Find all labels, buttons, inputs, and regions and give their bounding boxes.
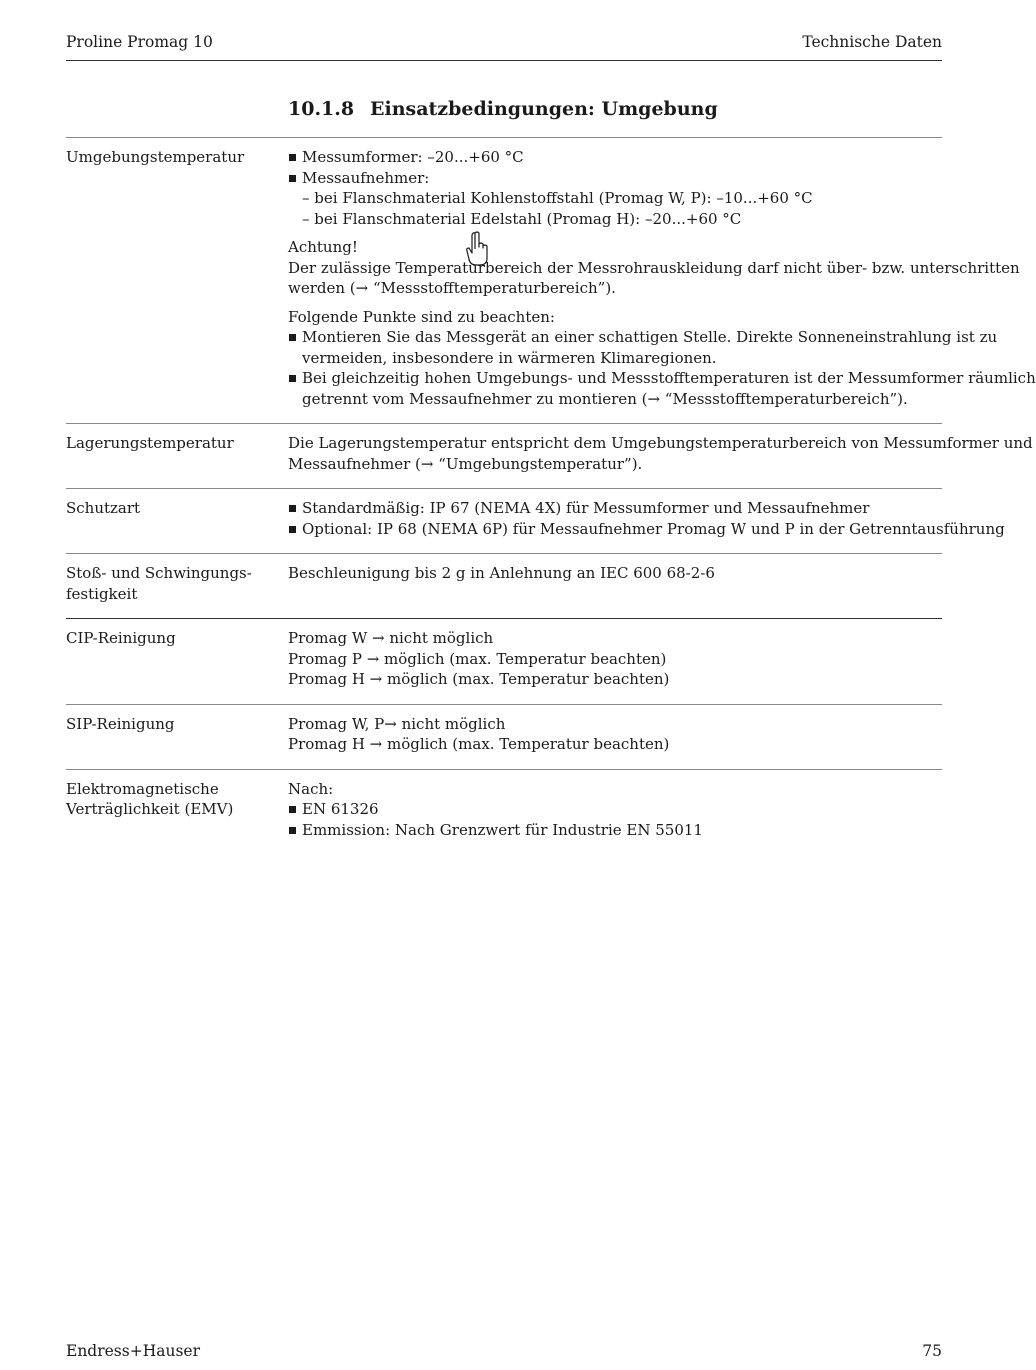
spec-row-protection-class bbox=[66, 488, 1005, 553]
spec-row-ambient-temperature bbox=[66, 137, 1036, 423]
points-intro: Folgende Punkte sind zu beachten: bbox=[288, 307, 555, 326]
list-item: Messaufnehmer: bbox=[288, 168, 942, 189]
row-content bbox=[288, 147, 1036, 409]
spec-table bbox=[66, 137, 1036, 854]
section-heading bbox=[288, 98, 718, 120]
row-content: Beschleunigung bis 2 g in Anlehnung an IEC 600 68-2-6 bbox=[288, 564, 715, 582]
list-item: Emmission: Nach Grenzwert für Industrie EN 55011 bbox=[288, 820, 942, 841]
list-item: Messumformer: –20...+60 °C bbox=[288, 147, 942, 168]
list-item: EN 61326 bbox=[288, 799, 942, 820]
row-content: Promag W, P→ nicht möglich Promag H → möglich (max. Temperatur beachten) bbox=[288, 714, 670, 753]
row-content: Nach: EN 61326 Emmission: Nach Grenzwert für Industrie EN 55011 bbox=[288, 779, 942, 841]
header-product-name: Proline Promag 10 bbox=[66, 33, 213, 51]
sub-list-item: – bei Flanschmaterial Edelstahl (Promag H): –20...+60 °C bbox=[302, 209, 742, 228]
note-text-line: werden (→ “Messstofftemperaturbereich”). bbox=[288, 279, 616, 297]
list-item: Standardmäßig: IP 67 (NEMA 4X) für Messumformer und Messaufnehmer bbox=[288, 498, 942, 519]
list-item: Bei gleichzeitig hohen Umgebungs- und Messstofftemperaturen ist der Messumformer räumlich getrennt vom Messaufnehmer zu montieren (→ “Messstofftemperaturbereich”). bbox=[288, 368, 942, 409]
sub-list-item: – bei Flanschmaterial Kohlenstoffstahl (Promag W, P): –10...+60 °C bbox=[302, 189, 813, 207]
spec-row-sip-cleaning bbox=[66, 704, 942, 769]
list-item: Optional: IP 68 (NEMA 6P) für Messaufnehmer Promag W und P in der Getrenntausführung bbox=[288, 519, 942, 540]
row-label: SIP-Reinigung bbox=[66, 714, 175, 733]
note-title: Achtung! bbox=[288, 238, 358, 256]
caution-note bbox=[288, 237, 1020, 299]
row-content bbox=[288, 498, 1005, 539]
row-content: Promag W → nicht möglich Promag P → möglich (max. Temperatur beachten) Promag H → möglich (max. Temperatur beachten) bbox=[288, 629, 670, 688]
header-chapter-title: Technische Daten bbox=[802, 33, 942, 51]
spec-row-emc bbox=[66, 769, 942, 855]
row-label: CIP-Reinigung bbox=[66, 629, 176, 647]
note-text-line: Der zulässige Temperaturbereich der Messrohrauskleidung darf nicht über- bzw. unterschritten bbox=[288, 258, 1020, 277]
list-item: Montieren Sie das Messgerät an einer schattigen Stelle. Direkte Sonneneinstrahlung ist zu vermeiden, insbesondere in wärmeren Klimaregionen. bbox=[288, 327, 942, 368]
page-number: 75 bbox=[922, 1342, 942, 1360]
row-label: Lagerungstemperatur bbox=[66, 434, 234, 452]
section-number: 10.1.8 bbox=[288, 98, 355, 120]
section-title: Einsatzbedingungen: Umgebung bbox=[370, 98, 718, 120]
pointing-hand-icon bbox=[466, 231, 488, 267]
footer-company: Endress+Hauser bbox=[66, 1342, 200, 1360]
spec-row-storage-temperature bbox=[66, 423, 1033, 488]
spec-row-shock-vibration bbox=[66, 553, 942, 618]
row-label: Elektromagnetische Verträglichkeit (EMV) bbox=[66, 779, 234, 818]
header-rule bbox=[66, 60, 942, 61]
row-content: Die Lagerungstemperatur entspricht dem Umgebungstemperaturbereich von Messumformer und Messaufnehmer (→ “Umgebungstemperatur”). bbox=[288, 434, 1033, 473]
row-label: Umgebungstemperatur bbox=[66, 148, 245, 166]
row-label: Stoß- und Schwingungs- festigkeit bbox=[66, 564, 252, 603]
spec-row-cip-cleaning bbox=[66, 618, 942, 704]
row-label: Schutzart bbox=[66, 499, 141, 517]
